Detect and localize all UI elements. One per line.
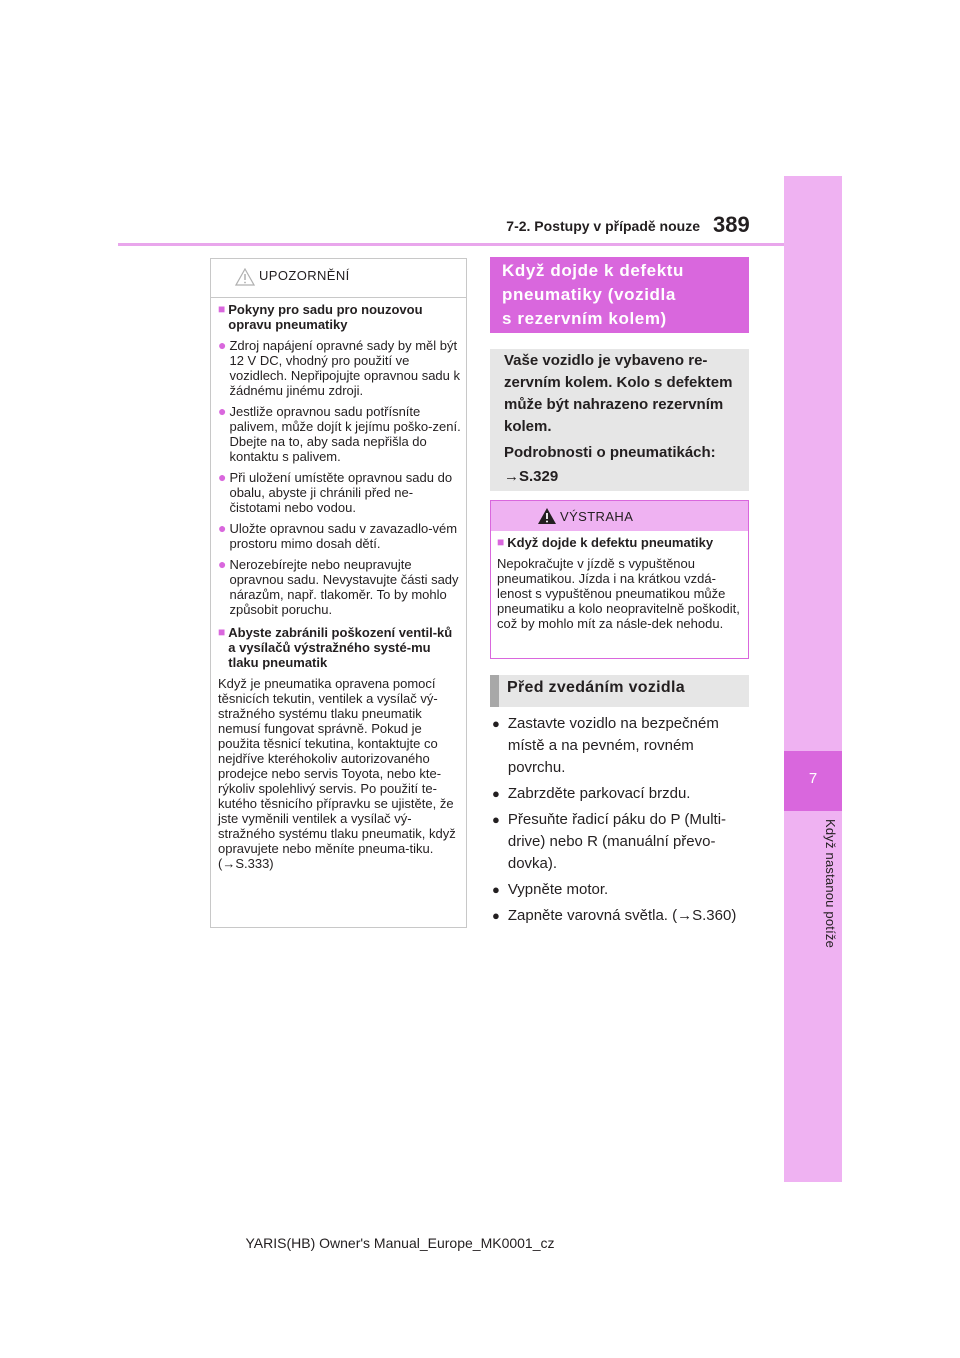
square-bullet-icon: ■ xyxy=(218,625,226,639)
warning-triangle-icon xyxy=(537,507,557,525)
bullet-dot-icon: ● xyxy=(492,786,500,801)
bullet-dot-icon: ● xyxy=(218,403,227,419)
caution-paragraph: Když je pneumatika opravena pomocí těsnicích tekutin, ventilek a vysílač vý-stražného systému tlaku pneumatik nemusí fungovat správně. Pokud je použita těsnicí tekutina, kontaktujte co nejdříve kteréhokoliv autorizovaného prodejce nebo servis Toyota, nebo kte-rýkoliv spolehlivý servis. Po použití te-kutého těsnicího přípravku se ujistěte, že jste vyměnili ventilek a vysílač vý-stražného systému tlaku pneumatik, když opravujete nebo měníte pneuma-tiku. (→S.333) xyxy=(218,676,456,871)
preparation-steps xyxy=(492,713,754,927)
warning-header xyxy=(491,501,748,531)
bullet-dot-icon: ● xyxy=(492,716,500,731)
warning-box xyxy=(490,500,749,659)
bullet-dot-icon: ● xyxy=(218,469,227,485)
bullet-dot-icon: ● xyxy=(492,882,500,897)
section-heading-before-lifting: Před zvedáním vozidla xyxy=(490,675,749,707)
spare-wheel-info-box: Vaše vozidlo je vybaveno re- zervním kolem. Kolo s defektem může být nahrazeno rezervním kolem. Podrobnosti o pneumatikách: →S.329 xyxy=(490,349,749,491)
list-item: ● Jestliže opravnou sadu potřísníte palivem, může dojít k jejímu poško-zení. Dbejte na to, aby sada nepřišla do kontaktu s palivem. xyxy=(218,403,461,464)
step-item: ● Zabrzděte parkovací brzdu. xyxy=(492,783,754,805)
bullet-dot-icon: ● xyxy=(492,812,500,827)
step-item: ● Přesuňte řadicí páku do P (Multi-drive) nebo R (manuální převo-dovka). xyxy=(492,809,754,875)
caution-box xyxy=(210,258,467,928)
warning-heading: ■ Když dojde k defektu pneumatiky xyxy=(497,535,714,550)
footer-text: YARIS(HB) Owner's Manual_Europe_MK0001_cz xyxy=(245,1235,555,1251)
chapter-side-tab xyxy=(784,176,842,1182)
warning-triangle-icon xyxy=(235,268,255,286)
caution-title: UPOZORNĚNÍ xyxy=(259,268,350,283)
bullet-dot-icon: ● xyxy=(218,337,227,353)
caution-heading-valves: ■ Abyste zabránili poškození ventil-ků a vysílačů výstražného systé-mu tlaku pneumatik xyxy=(218,625,453,670)
page-number: 389 xyxy=(713,212,750,237)
warning-title: VÝSTRAHA xyxy=(560,509,634,524)
bullet-dot-icon: ● xyxy=(492,908,500,923)
square-bullet-icon: ■ xyxy=(497,535,505,549)
square-bullet-icon: ■ xyxy=(218,302,226,316)
list-item: ● Při uložení umístěte opravnou sadu do obalu, abyste ji chránili před ne-čistotami nebo vodou. xyxy=(218,469,453,515)
step-item: ● Vypněte motor. xyxy=(492,879,754,901)
page-reference: →S.329 xyxy=(504,468,559,485)
caution-header xyxy=(211,259,466,298)
list-item: ● Zdroj napájení opravné sady by měl být 12 V DC, vhodný pro použití ve vozidlech. Nepřipojujte opravnou sadu k žádnému jinému zdroji. xyxy=(218,337,460,398)
list-item: ● Uložte opravnou sadu v zavazadlo-vém prostoru mimo dosah dětí. xyxy=(218,520,458,551)
warning-text: Nepokračujte v jízdě s vypuštěnou pneumatikou. Jízda i na krátkou vzdá-lenost s vypuštěnou pneumatikou může pneumatiku a kolo neopravitelně poškodit, což by mohlo mít za násle-dek nehodu. xyxy=(497,556,740,631)
section-heading-flat-tire: Když dojde k defektu pneumatiky (vozidla s rezervním kolem) xyxy=(490,257,749,333)
list-item: ● Nerozebírejte nebo neupravujte opravnou sadu. Nevystavujte části sady nárazům, např. tlakoměr. To by mohlo způsobit poruchu. xyxy=(218,556,459,617)
step-item: ● Zastavte vozidlo na bezpečném místě a na pevném, rovném povrchu. xyxy=(492,713,754,779)
chapter-label: Když nastanou potíže xyxy=(823,819,838,949)
header-divider xyxy=(118,243,784,246)
bullet-dot-icon: ● xyxy=(218,520,227,536)
step-item: ● Zapněte varovná světla. (→S.360) xyxy=(492,905,754,927)
section-title: 7-2. Postupy v případě nouze xyxy=(506,218,700,234)
bullet-dot-icon: ● xyxy=(218,556,227,572)
chapter-number: 7 xyxy=(808,770,818,787)
caution-heading-repair-kit: ■ Pokyny pro sadu pro nouzovou opravu pneumatiky xyxy=(218,302,423,332)
